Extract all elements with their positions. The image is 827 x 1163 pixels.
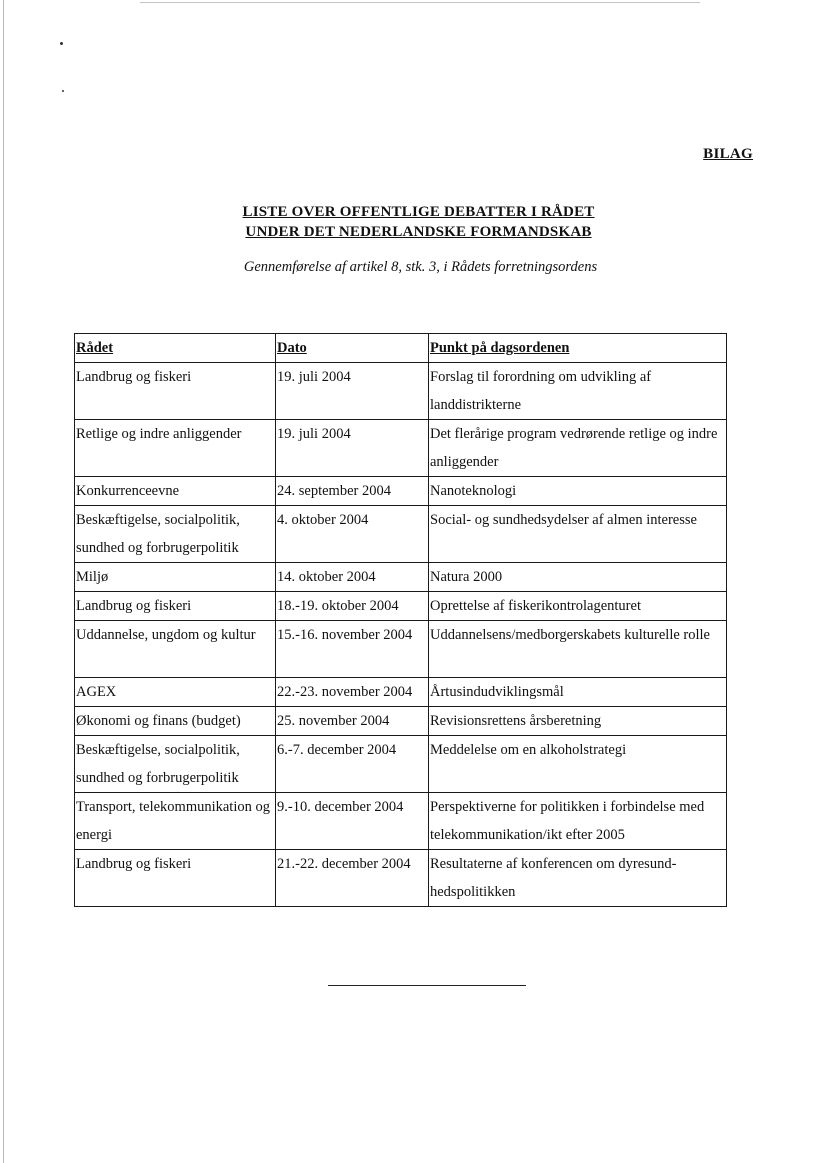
table-row — [75, 793, 727, 850]
date-cell: 18.-19. oktober 2004 — [276, 592, 429, 621]
agenda-cell: Meddelelse om en alkoholstrategi — [429, 736, 727, 793]
council-cell: Landbrug og fiskeri — [75, 363, 276, 420]
agenda-cell: Oprettelse af fiskerikontrolagenturet — [429, 592, 727, 621]
table-row — [75, 678, 727, 707]
column-header-date: Dato — [276, 334, 429, 363]
document-title-line-1: LISTE OVER OFFENTLIGE DEBATTER I RÅDET — [242, 204, 595, 220]
date-cell: 21.-22. december 2004 — [276, 850, 429, 907]
date-cell: 19. juli 2004 — [276, 420, 429, 477]
agenda-cell: Natura 2000 — [429, 563, 727, 592]
column-header-agenda-item: Punkt på dagsordenen — [429, 334, 727, 363]
date-cell: 24. september 2004 — [276, 477, 429, 506]
council-cell: Beskæftigelse, socialpolitik, sundhed og forbrugerpolitik — [75, 506, 276, 563]
table-header-row — [75, 334, 727, 363]
agenda-cell: Uddannelsens/medborgerskabets kulturelle rolle — [429, 621, 727, 678]
document-subtitle: Gennemførelse af artikel 8, stk. 3, i Rådets forretningsordens — [243, 259, 598, 275]
council-cell: Retlige og indre anliggender — [75, 420, 276, 477]
date-cell: 15.-16. november 2004 — [276, 621, 429, 678]
table-row — [75, 621, 727, 678]
closing-rule — [328, 985, 526, 986]
table-row — [75, 850, 727, 907]
council-cell: Økonomi og finans (budget) — [75, 707, 276, 736]
council-cell: Beskæftigelse, socialpolitik, sundhed og forbrugerpolitik — [75, 736, 276, 793]
agenda-cell: Perspektiverne for politikken i forbindelse med telekommunikation/ikt efter 2005 — [429, 793, 727, 850]
table-row — [75, 707, 727, 736]
table-row — [75, 363, 727, 420]
scan-edge-top — [140, 2, 700, 3]
date-cell: 25. november 2004 — [276, 707, 429, 736]
document-title-line-2: UNDER DET NEDERLANDSKE FORMANDSKAB — [245, 224, 592, 240]
agenda-cell: Forslag til forordning om udvikling af landdistrikterne — [429, 363, 727, 420]
council-cell: Transport, telekommunikation og energi — [75, 793, 276, 850]
debates-table — [74, 333, 727, 907]
table-row — [75, 563, 727, 592]
scan-speck — [62, 90, 64, 92]
annex-label: BILAG — [703, 146, 753, 162]
council-cell: Landbrug og fiskeri — [75, 592, 276, 621]
council-cell: AGEX — [75, 678, 276, 707]
agenda-cell: Årtusindudviklingsmål — [429, 678, 727, 707]
table-row — [75, 477, 727, 506]
table-row — [75, 592, 727, 621]
date-cell: 19. juli 2004 — [276, 363, 429, 420]
agenda-cell: Social- og sundhedsydelser af almen interesse — [429, 506, 727, 563]
table-row — [75, 506, 727, 563]
scan-edge-left — [3, 0, 4, 1163]
agenda-cell: Nanoteknologi — [429, 477, 727, 506]
council-cell: Konkurrenceevne — [75, 477, 276, 506]
agenda-cell: Det flerårige program vedrørende retlige og indre anliggender — [429, 420, 727, 477]
agenda-cell: Resultaterne af konferencen om dyresund-hedspolitikken — [429, 850, 727, 907]
council-cell: Miljø — [75, 563, 276, 592]
council-cell: Landbrug og fiskeri — [75, 850, 276, 907]
table-row — [75, 420, 727, 477]
table-row — [75, 736, 727, 793]
council-cell: Uddannelse, ungdom og kultur — [75, 621, 276, 678]
column-header-council: Rådet — [75, 334, 276, 363]
date-cell: 9.-10. december 2004 — [276, 793, 429, 850]
date-cell: 22.-23. november 2004 — [276, 678, 429, 707]
date-cell: 6.-7. december 2004 — [276, 736, 429, 793]
date-cell: 14. oktober 2004 — [276, 563, 429, 592]
scan-speck — [60, 42, 63, 45]
date-cell: 4. oktober 2004 — [276, 506, 429, 563]
agenda-cell: Revisionsrettens årsberetning — [429, 707, 727, 736]
